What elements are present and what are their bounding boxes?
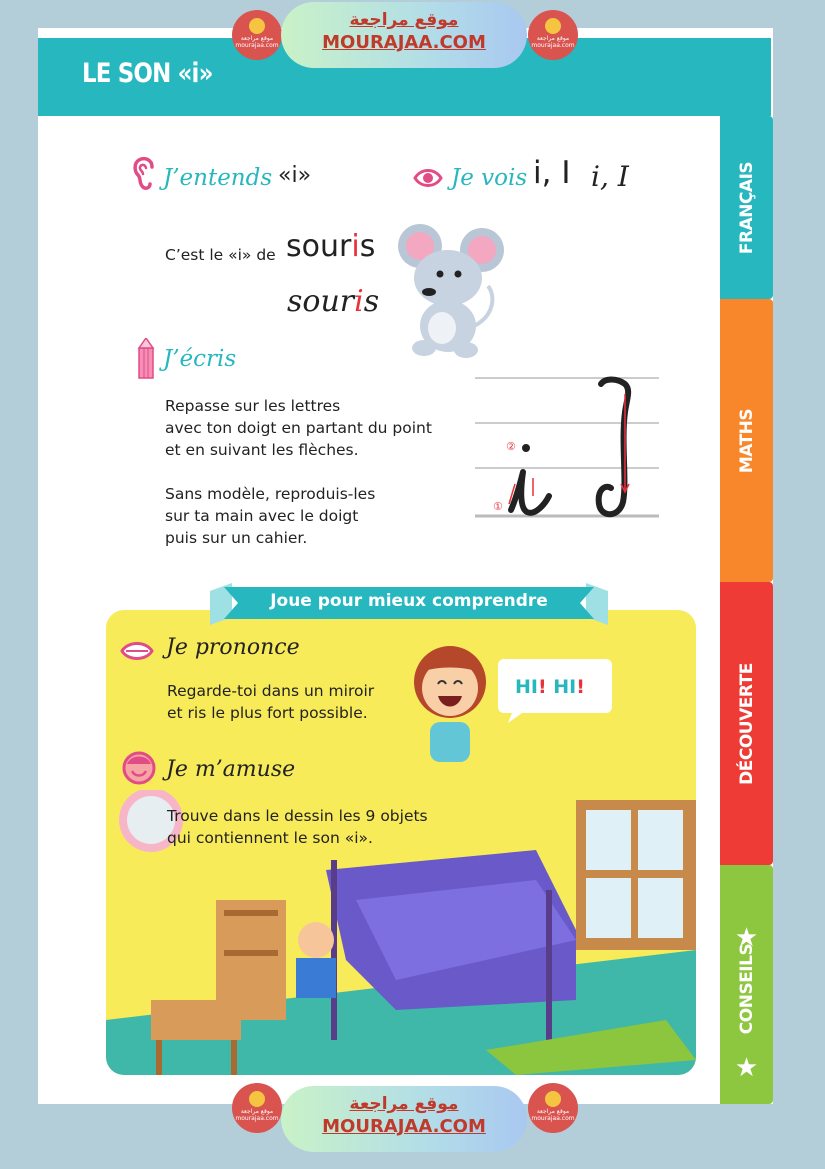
- ecris-line: Sans modèle, reproduis-les: [165, 485, 376, 503]
- amuse-label: Je m’amuse: [166, 757, 296, 782]
- watermark-pill-bottom[interactable]: [281, 1086, 527, 1152]
- amuse-line: Trouve dans le dessin les 9 objets: [167, 807, 428, 825]
- step-two-marker: ②: [506, 440, 516, 453]
- word-cursive-highlight: i: [354, 284, 364, 319]
- watermark-logo-right: [528, 10, 578, 60]
- tab-label-conseils: CONSEILS: [736, 944, 757, 1035]
- tab-decouverte[interactable]: [720, 582, 773, 865]
- entends-label: J’entends: [163, 165, 273, 191]
- eye-icon: [413, 166, 443, 190]
- watermark-site[interactable]: MOURAJAA.COM: [322, 32, 486, 53]
- tab-label-decouverte: DÉCOUVERTE: [736, 662, 757, 785]
- watermark-logo-left-bottom: [232, 1083, 282, 1133]
- watermark-arabic: موقع مراجعة: [349, 1094, 459, 1114]
- word-cursive-prefix: sour: [287, 284, 355, 319]
- smiley-icon: [121, 750, 157, 786]
- tab-label-francais: FRANÇAIS: [736, 161, 757, 254]
- watermark-logo-right-bottom: [528, 1083, 578, 1133]
- logo-text: موقع مراجعة mourajaa.com: [531, 1108, 575, 1122]
- laughing-girl-illustration: [404, 640, 496, 768]
- pencil-icon: [136, 338, 156, 380]
- ecris-instructions: [165, 395, 432, 461]
- bubble-text: [515, 676, 585, 698]
- amuse-text: [167, 805, 428, 849]
- vois-label: Je vois: [451, 165, 528, 191]
- star-icon: ★: [734, 1053, 759, 1083]
- logo-text: موقع مراجعة mourajaa.com: [235, 1108, 279, 1122]
- mouse-illustration: [396, 216, 506, 360]
- prononce-line: Regarde-toi dans un miroir: [167, 682, 375, 700]
- word-cursive-suffix: s: [363, 284, 380, 319]
- word-print-prefix: sour: [286, 229, 352, 264]
- word-print-highlight: i: [351, 229, 360, 264]
- watermark-logo-left: [232, 10, 282, 60]
- ecris-label: J’écris: [163, 346, 237, 372]
- entends-sound: «i»: [278, 163, 312, 188]
- graduation-cap-icon: [545, 18, 561, 34]
- bubble-hi-1: HI: [515, 676, 538, 698]
- ecris-line: avec ton doigt en partant du point: [165, 419, 432, 437]
- prononce-line: et ris le plus fort possible.: [167, 704, 368, 722]
- vois-print-letters: i, I: [533, 155, 571, 191]
- ecris-line: puis sur un cahier.: [165, 529, 308, 547]
- watermark-pill-top[interactable]: [281, 2, 527, 68]
- mouth-icon: [120, 641, 154, 661]
- graduation-cap-icon: [545, 1091, 561, 1107]
- ecris-instructions-2: [165, 483, 375, 549]
- prononce-text: [167, 680, 374, 724]
- watermark-arabic: موقع مراجعة: [349, 10, 459, 30]
- graduation-cap-icon: [249, 1091, 265, 1107]
- amuse-line: qui contiennent le son «i».: [167, 829, 373, 847]
- tab-label-maths: MATHS: [736, 408, 757, 473]
- word-print-suffix: s: [359, 229, 376, 264]
- word-cursive: [287, 284, 379, 319]
- tab-francais[interactable]: [720, 116, 773, 299]
- bubble-hi-2: HI: [553, 676, 577, 698]
- watermark-site[interactable]: MOURAJAA.COM: [322, 1116, 486, 1137]
- banner-title: Joue pour mieux comprendre: [270, 591, 548, 611]
- ecris-line: et en suivant les flèches.: [165, 441, 359, 459]
- ecris-line: sur ta main avec le doigt: [165, 507, 359, 525]
- bubble-exclaim-1: !: [537, 676, 547, 698]
- prononce-label: Je prononce: [166, 635, 300, 660]
- tab-conseils[interactable]: [720, 865, 773, 1104]
- ecris-line: Repasse sur les lettres: [165, 397, 341, 415]
- vois-cursive-letters: i, I: [591, 160, 629, 193]
- word-print: [286, 229, 375, 264]
- star-icon: ★: [734, 923, 759, 953]
- ear-icon: [130, 155, 158, 195]
- tab-maths[interactable]: [720, 299, 773, 582]
- graduation-cap-icon: [249, 18, 265, 34]
- bubble-exclaim-2: !: [576, 676, 585, 698]
- side-tabs: [720, 116, 773, 1104]
- logo-text: موقع مراجعة mourajaa.com: [235, 35, 279, 49]
- word-intro: C’est le «i» de: [165, 246, 276, 264]
- page-title: LE SON «i»: [82, 58, 213, 89]
- logo-text: موقع مراجعة mourajaa.com: [531, 35, 575, 49]
- step-one-marker: ①: [493, 500, 503, 513]
